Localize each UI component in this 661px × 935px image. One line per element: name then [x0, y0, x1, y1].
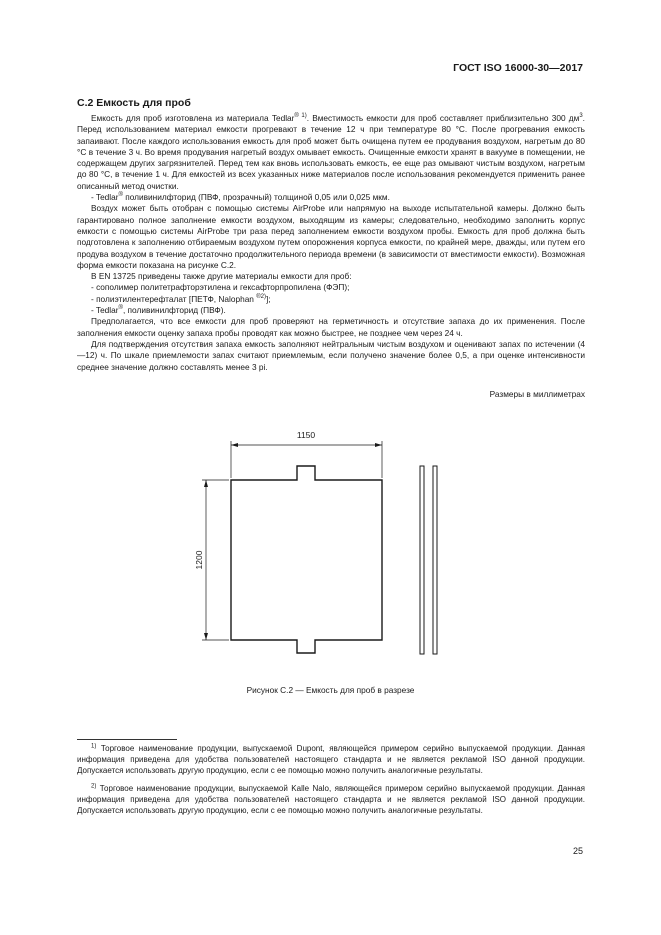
- p1-footnote-ref: ® 1): [294, 113, 307, 120]
- figure-caption: Рисунок С.2 — Емкость для проб в разрезе: [246, 685, 415, 695]
- height-label: 1200: [194, 550, 204, 570]
- list-item-1: - сополимер политетрафторэтилена и гексафторпропилена (ФЭП);: [91, 282, 350, 293]
- paragraph-4: В EN 13725 приведены также другие материалы емкости для проб:: [91, 271, 352, 282]
- paragraph-6: Для подтверждения отсутствия запаха емкость заполняют нейтральным чистым воздухом и оценивают запах по истечении (4—12) ч. По шкале приемлемости запах считают приемлемым, если получено значение более 0,5, а при оценке интенсивности среднее значение должно составлять менее 3 pi.: [77, 338, 585, 372]
- list-item-2-text-a: - полиэтилентерефталат [ПЕТФ, Nalophan: [91, 293, 257, 304]
- width-arrow-right: [375, 443, 382, 447]
- section-title: С.2 Емкость для проб: [77, 97, 191, 109]
- footnote-1-text: Торговое наименование продукции, выпускаемой Dupont, являющейся примером серийно выпускаемой продукции. Данная информация приведена для удобства пользователей настоящего стандарта и не является рекламой ISO данной продукции. Допускается использовать другую продукцию, если с ее помощью можно получить аналогичные результаты.: [77, 744, 585, 775]
- bag-outline: [231, 466, 382, 653]
- footnote-2-mark: 2): [91, 783, 97, 790]
- dimensions-note: Размеры в миллиметрах: [489, 388, 585, 399]
- p2-text-a: - Tedlar: [91, 192, 119, 203]
- height-arrow-top: [204, 480, 208, 487]
- footnote-2: [77, 783, 585, 816]
- footnote-1-mark: 1): [91, 743, 97, 750]
- footnotes: [77, 743, 585, 823]
- p1-text-c: . Перед использованием материал емкости прогревают в течение 12 ч при температуре 80 °С. После прогревания емкость запаивают. После каждого использования емкость для проб может быть очищена путем ее продувания воздухом, нагретым до 80 °С в течение 3 ч. Во время продувания нагретый воздух омывает емкость. Очищенные емкости хранят в вакууме в помещении, не содержащем других загрязнителей. Перед тем как вновь использовать емкость, ее еще раз омывают чистым воздухом, нагретым до 80 °С, в течение 1 ч. Для емкостей из всех указанных ниже материалов после использования рекомендуется применить ранее описанный метод очистки.: [77, 113, 585, 191]
- width-arrow-left: [231, 443, 238, 447]
- page-number: 25: [572, 846, 583, 856]
- height-arrow-bottom: [204, 633, 208, 640]
- list-item-3-superscript: ®: [118, 305, 123, 312]
- list-item-2-footnote-ref: ®2): [256, 293, 266, 300]
- paragraph-5: Предполагается, что все емкости для проб проверяют на герметичность и отсутствие запаха до их применения. После заполнения емкости оценку запаха пробы проводят как можно быстрее, не позднее чем через 24 ч.: [77, 316, 585, 338]
- paragraph-3: Воздух может быть отобран с помощью системы AirProbe или напрямую на выходе испытательной камеры. Должно быть гарантировано полное заполнение емкости воздухом, выходящим из камеры; следовательно, необходимо заполнить корпус емкости с помощью системы AirProbe три раза перед заполнением емкости воздухом пробы. Емкость для проб должна быть подготовлена к заполнению отбираемым воздухом путем опорожнения корпуса емкости, по крайней мере, дважды, или путем его продува воздухом в течение достаточно продолжительного периода времени (в зависимости от вместимости емкости). Возможная форма емкости показана на рисунке С.2.: [77, 203, 585, 270]
- p1-superscript: 3: [579, 113, 583, 120]
- p2-superscript: ®: [118, 192, 123, 199]
- list-item-3-text-a: - Tedlar: [91, 305, 119, 316]
- p1-text-b: . Вместимость емкости для проб составляет приблизительно 300 дм: [306, 113, 580, 123]
- width-label: 1150: [296, 430, 316, 440]
- footnote-1: [77, 743, 585, 776]
- footnote-separator: [77, 739, 177, 740]
- p1-text-a: Емкость для проб изготовлена из материала Tedlar: [91, 113, 295, 123]
- section-plate-right: [433, 466, 437, 654]
- list-item-3-text-b: , поливинилфторид (ПВФ).: [122, 305, 226, 316]
- footnote-2-text: Торговое наименование продукции, выпускаемой Kalle Nalo, являющейся примером серийно выпускаемой продукции. Данная информация приведена для удобства пользователей настоящего стандарта и не является рекламой ISO данной продукции. Допускается использовать другую продукцию, если с ее помощью можно получить аналогичные результаты.: [77, 784, 585, 815]
- standard-header: ГОСТ ISO 16000-30—2017: [453, 62, 583, 74]
- p2-text-b: поливинилфторид (ПВФ, прозрачный) толщиной 0,05 или 0,025 мкм.: [122, 192, 390, 203]
- list-item-2-text-b: ];: [266, 293, 271, 304]
- section-plate-left: [420, 466, 424, 654]
